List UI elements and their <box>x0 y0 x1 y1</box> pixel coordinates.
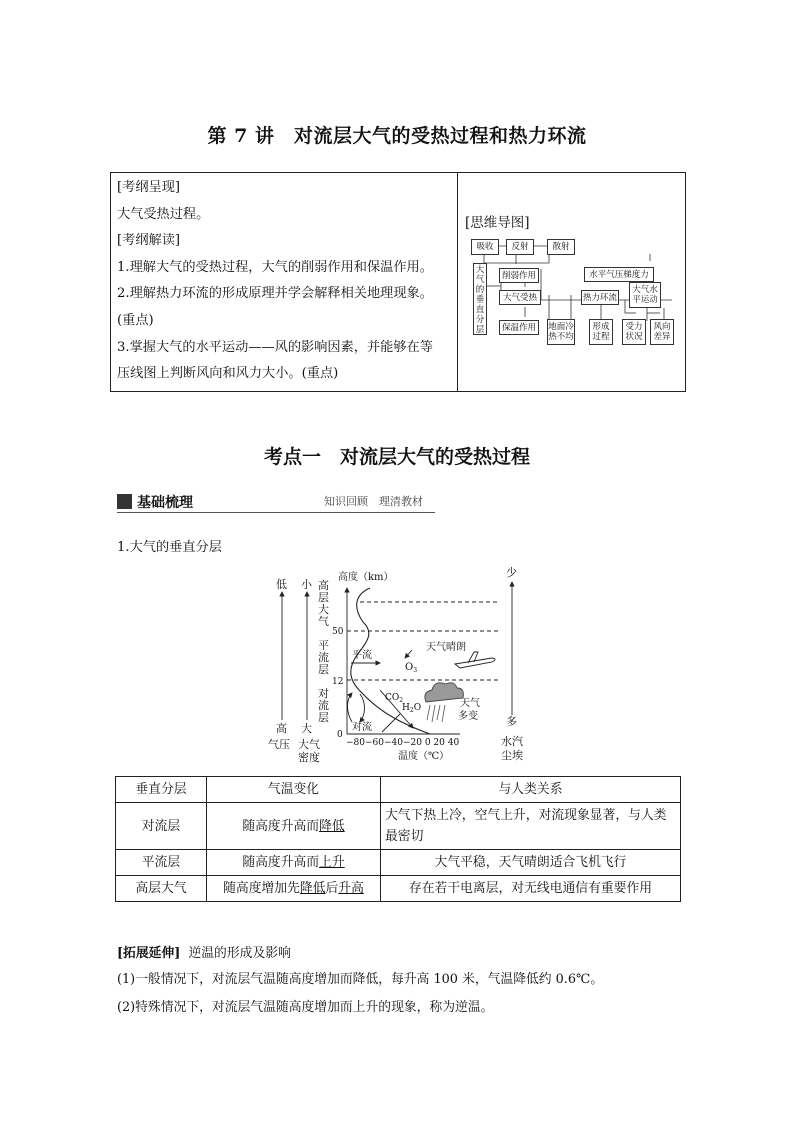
greenhouse-arrow <box>382 714 400 732</box>
temp-cell: 随高度升高而降低 <box>207 803 381 850</box>
section-bar <box>117 491 435 513</box>
temp-cell: 随高度增加先降低后升高 <box>207 876 381 902</box>
height-axis-label: 高度（km） <box>338 572 394 583</box>
relation-cell: 大气下热上冷，空气上升，对流现象显著，与人类最密切 <box>381 803 681 850</box>
right-bottom-more: 多 <box>506 715 517 728</box>
pressure-label: 气压 <box>268 738 290 751</box>
mindmap-node-forces: 受力状况 <box>622 319 646 345</box>
sunny-label: 天气晴朗 <box>426 642 466 653</box>
extension-topic: 逆温的形成及影响 <box>188 946 291 961</box>
table-header-row <box>116 777 681 803</box>
extension-heading <box>117 942 291 961</box>
section-bar-line <box>117 512 435 513</box>
rain-icon <box>427 705 445 722</box>
extension-paragraph-2: (2)特殊情况下，对流层气温随高度增加而上升的现象，称为逆温。 <box>117 1000 494 1015</box>
outline-divider <box>457 173 458 391</box>
mindmap-node-insulate: 保温作用 <box>499 320 539 335</box>
mindmap-node-heating: 大气受热 <box>499 290 541 305</box>
convection-arrow <box>360 694 365 722</box>
mindmap-node-reflect: 反射 <box>506 239 534 255</box>
outline-line: 3.掌握大气的水平运动——风的影响因素，并能够在等 <box>117 339 433 355</box>
convection-label: 对流 <box>352 722 372 733</box>
troposphere-label: 对流层 <box>318 687 329 724</box>
mindmap-node-gradient: 水平气压梯度力 <box>584 267 654 282</box>
outline-line: [考纲解读] <box>117 233 181 249</box>
outline-line: (重点) <box>117 312 154 328</box>
ozone-arrow <box>405 650 412 658</box>
co2-label: $CO_2$ <box>385 693 404 704</box>
outline-line: 大气受热过程。 <box>117 206 210 222</box>
subheading: 1.大气的垂直分层 <box>117 540 222 555</box>
tick-12: 12 <box>332 677 344 687</box>
outline-line: 2.理解热力环流的形成原理并学会解释相关地理现象。 <box>117 286 433 302</box>
table-row <box>116 876 681 902</box>
page-title: 第 7 讲 对流层大气的受热过程和热力环流 <box>207 125 587 147</box>
extension-label: [拓展延伸] <box>117 946 181 961</box>
x-ticks: −80−60−40−20 0 20 40 <box>346 738 460 748</box>
mindmap-node-scatter: 散射 <box>547 239 575 255</box>
stratosphere-label: 平流层 <box>318 639 329 676</box>
temp-axis-label: 温度（℃） <box>398 751 450 762</box>
right-top-less: 少 <box>506 566 517 579</box>
section-bar-subtitle: 知识回顾 理清教材 <box>324 495 423 508</box>
outline-line: [考纲呈现] <box>117 180 181 195</box>
left-top-small: 小 <box>301 578 312 591</box>
mindmap-node-horizontal: 大气水平运动 <box>629 282 661 308</box>
table-header: 垂直分层 <box>116 777 207 803</box>
mindmap-node-wind: 风向差异 <box>650 319 674 345</box>
stratification-table <box>115 776 681 902</box>
left-bottom-high: 高 <box>276 722 287 735</box>
mindmap-node-absorb: 吸收 <box>471 239 499 255</box>
relation-cell: 大气平稳，天气晴朗适合飞机飞行 <box>381 850 681 876</box>
upper-layer-label: 高层大气 <box>318 579 329 628</box>
syllabus-text <box>117 175 453 388</box>
convection-arrow <box>348 693 353 722</box>
mindmap-node-thermal: 热力环流 <box>581 290 619 305</box>
mindmap-node-root: 大气的垂直分层 <box>473 263 487 335</box>
density-label-2: 密度 <box>298 751 320 764</box>
syllabus-outline-box <box>110 172 686 392</box>
section-bar-title: 基础梳理 <box>137 495 193 511</box>
left-bottom-big: 大 <box>301 722 312 735</box>
table-header: 气温变化 <box>207 777 381 803</box>
tick-50: 50 <box>332 627 344 637</box>
dust-label: 尘埃 <box>501 749 523 762</box>
advection-label: 平流 <box>352 650 372 661</box>
outline-line: 1.理解大气的受热过程，大气的削弱作用和保温作用。 <box>117 259 433 275</box>
ozone-label: $O_3$ <box>405 662 418 674</box>
h2o-label: $H_2O$ <box>402 703 422 714</box>
temp-cell: 随高度升高而上升 <box>207 850 381 876</box>
mindmap-node-uneven: 地面冷热不均 <box>547 319 575 345</box>
extension-paragraph-1: (1)一般情况下，对流层气温随高度增加而降低，每升高 100 米，气温降低约 0.6℃。 <box>117 972 604 987</box>
table-row <box>116 850 681 876</box>
density-label: 大气 <box>298 738 320 751</box>
outline-line: 压线图上判断风向和风力大小。(重点) <box>117 366 339 382</box>
tick-0: 0 <box>337 730 343 740</box>
section-title: 考点一 对流层大气的受热过程 <box>263 446 530 468</box>
table-header: 与人类关系 <box>381 777 681 803</box>
table-row <box>116 803 681 850</box>
mindmap-node-weaken: 削弱作用 <box>499 268 539 283</box>
left-top-low: 低 <box>276 578 287 591</box>
layer-cell: 高层大气 <box>116 876 207 902</box>
cloud-icon <box>425 683 464 702</box>
section-marker-icon <box>117 494 132 509</box>
mindmap-label: [思维导图] <box>465 215 530 231</box>
vapor-label: 水汽 <box>501 735 523 748</box>
layer-cell: 对流层 <box>116 803 207 850</box>
atmosphere-layer-figure <box>260 560 540 770</box>
weather-label: 天气 <box>460 698 480 709</box>
layer-cell: 平流层 <box>116 850 207 876</box>
relation-cell: 存在若干电离层，对无线电通信有重要作用 <box>381 876 681 902</box>
weather-label-2: 多变 <box>458 711 478 722</box>
mindmap-node-process: 形成过程 <box>589 319 613 345</box>
